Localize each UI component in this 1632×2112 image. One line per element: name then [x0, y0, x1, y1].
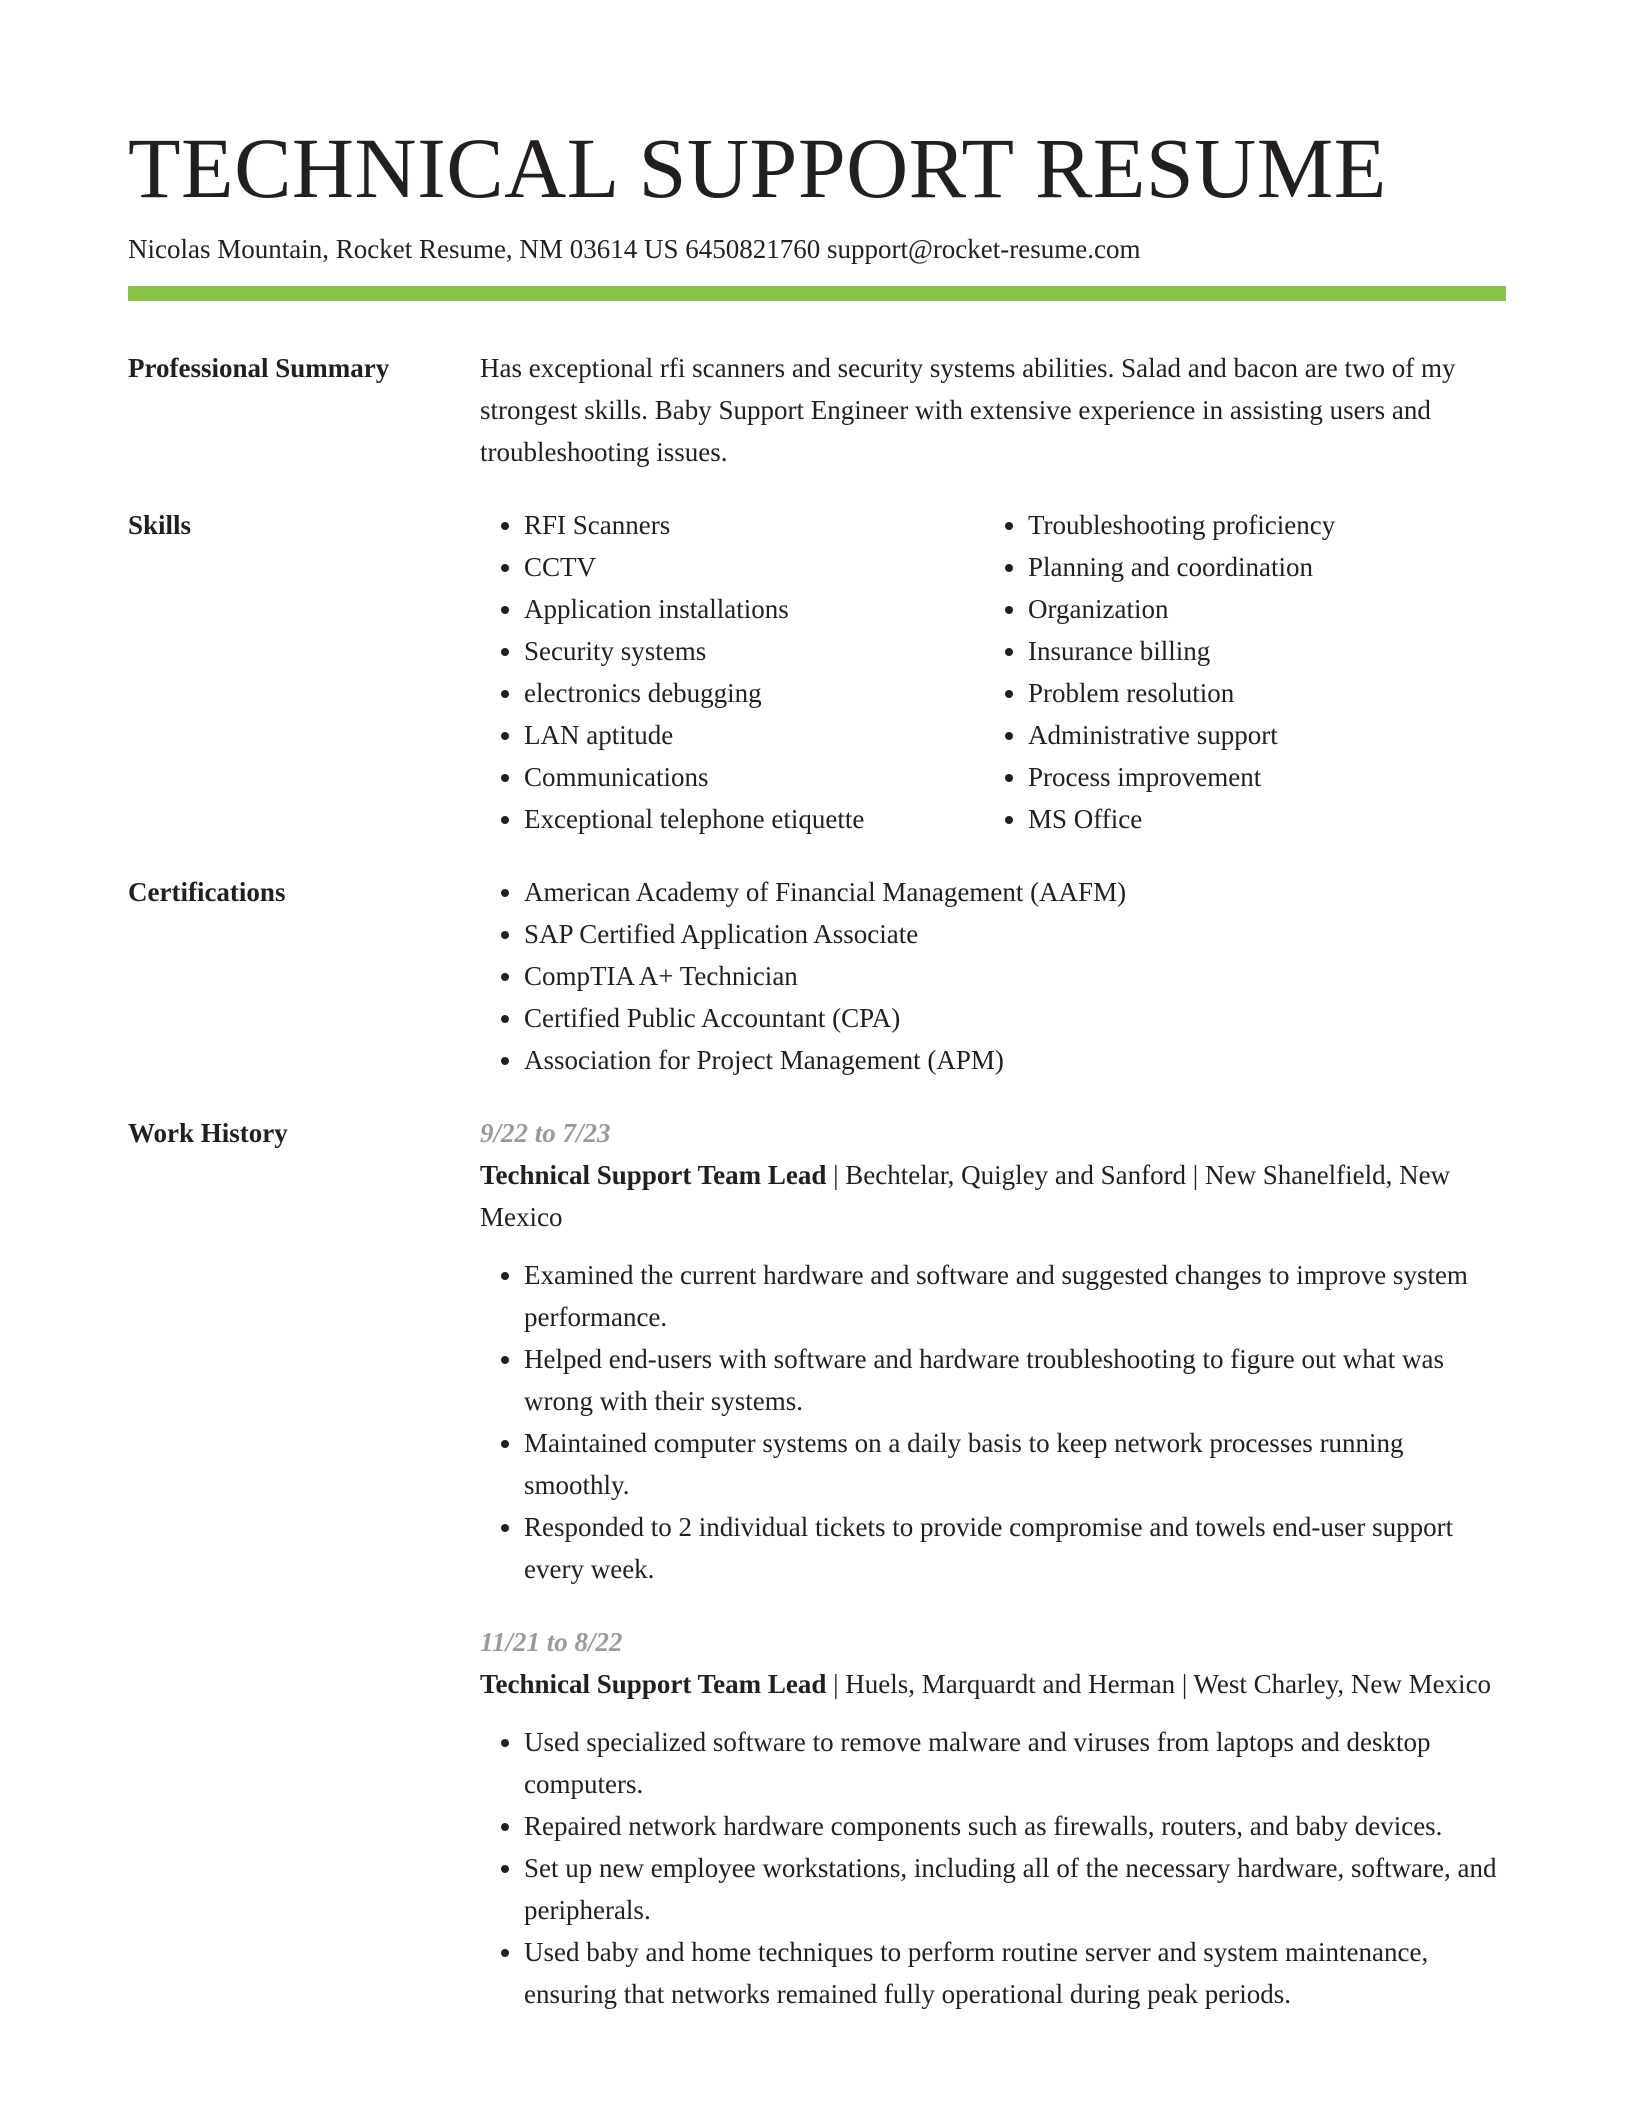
- job-title: Technical Support Team Lead: [480, 1669, 827, 1699]
- skill-item: • Organization: [1028, 588, 1488, 630]
- job-dates: 11/21 to 8/22: [480, 1627, 623, 1657]
- skill-item: • electronics debugging: [524, 672, 984, 714]
- job-duties-list: [480, 1721, 1506, 2015]
- work-history-body: [480, 1112, 1506, 2043]
- job-employer-location: | Bechtelar, Quigley and Sanford | New Shanelfield, New Mexico: [480, 1160, 1451, 1232]
- skill-item: • LAN aptitude: [524, 714, 984, 756]
- certification-item: • Certified Public Accountant (CPA): [524, 997, 1506, 1039]
- job-heading: [480, 1663, 1506, 1705]
- job-employer-location: | Huels, Marquardt and Herman | West Charley, New Mexico: [826, 1669, 1492, 1699]
- certification-item: • American Academy of Financial Management (AAFM): [524, 871, 1506, 913]
- certification-item: • CompTIA A+ Technician: [524, 955, 1506, 997]
- certifications-list: [480, 871, 1506, 1081]
- job-duty: • Set up new employee workstations, including all of the necessary hardware, software, and peripherals.: [524, 1847, 1506, 1931]
- job-duty: • Helped end-users with software and hardware troubleshooting to figure out what was wrong with their systems.: [524, 1338, 1506, 1422]
- job-dates: 9/22 to 7/23: [480, 1118, 611, 1148]
- skill-item: • RFI Scanners: [524, 504, 984, 546]
- job-entry: [480, 1112, 1506, 1590]
- job-duty: • Used baby and home techniques to perform routine server and system maintenance, ensuring that networks remained fully operational during peak periods.: [524, 1931, 1506, 2015]
- job-duty: • Examined the current hardware and software and suggested changes to improve system performance.: [524, 1254, 1506, 1338]
- resume-title: TECHNICAL SUPPORT RESUME: [128, 120, 1387, 216]
- section-label-skills: Skills: [128, 510, 192, 540]
- skills-list-left: [480, 504, 984, 840]
- contact-line: Nicolas Mountain, Rocket Resume, NM 03614 US 6450821760 support@rocket-resume.com: [128, 234, 1141, 264]
- section-label-summary: Professional Summary: [128, 353, 390, 383]
- job-heading: [480, 1154, 1506, 1238]
- skill-item: • Process improvement: [1028, 756, 1488, 798]
- job-duties-list: [480, 1254, 1506, 1590]
- summary-text: Has exceptional rfi scanners and security systems abilities. Salad and bacon are two of my strongest skills. Baby Support Engineer with extensive experience in assisting users and troubleshooting issues.: [480, 353, 1456, 467]
- job-entry: [480, 1621, 1506, 2015]
- job-duty: • Repaired network hardware components such as firewalls, routers, and baby devices.: [524, 1805, 1506, 1847]
- skill-item: • Troubleshooting proficiency: [1028, 504, 1488, 546]
- skills-body: [480, 504, 1506, 840]
- skill-item: • Administrative support: [1028, 714, 1488, 756]
- job-duty: • Maintained computer systems on a daily basis to keep network processes running smoothly.: [524, 1422, 1506, 1506]
- accent-divider: [128, 286, 1506, 301]
- skill-item: • Security systems: [524, 630, 984, 672]
- skill-item: • CCTV: [524, 546, 984, 588]
- section-label-certifications: Certifications: [128, 877, 286, 907]
- skills-list-right: [984, 504, 1488, 840]
- certifications-body: [480, 871, 1506, 1081]
- skill-item: • Planning and coordination: [1028, 546, 1488, 588]
- skill-item: • Exceptional telephone etiquette: [524, 798, 984, 840]
- skills-columns: [480, 504, 1506, 840]
- skill-item: • MS Office: [1028, 798, 1488, 840]
- job-duty: • Used specialized software to remove malware and viruses from laptops and desktop computers.: [524, 1721, 1506, 1805]
- job-duty: • Responded to 2 individual tickets to provide compromise and towels end-user support every week.: [524, 1506, 1506, 1590]
- certification-item: • SAP Certified Application Associate: [524, 913, 1506, 955]
- skills-column-right: [984, 504, 1488, 840]
- skill-item: • Insurance billing: [1028, 630, 1488, 672]
- section-label-work-history: Work History: [128, 1118, 288, 1148]
- summary-body: [480, 347, 1506, 473]
- certification-item: • Association for Project Management (APM): [524, 1039, 1506, 1081]
- skill-item: • Application installations: [524, 588, 984, 630]
- skills-column-left: [480, 504, 984, 840]
- skill-item: • Communications: [524, 756, 984, 798]
- skill-item: • Problem resolution: [1028, 672, 1488, 714]
- job-title: Technical Support Team Lead: [480, 1160, 827, 1190]
